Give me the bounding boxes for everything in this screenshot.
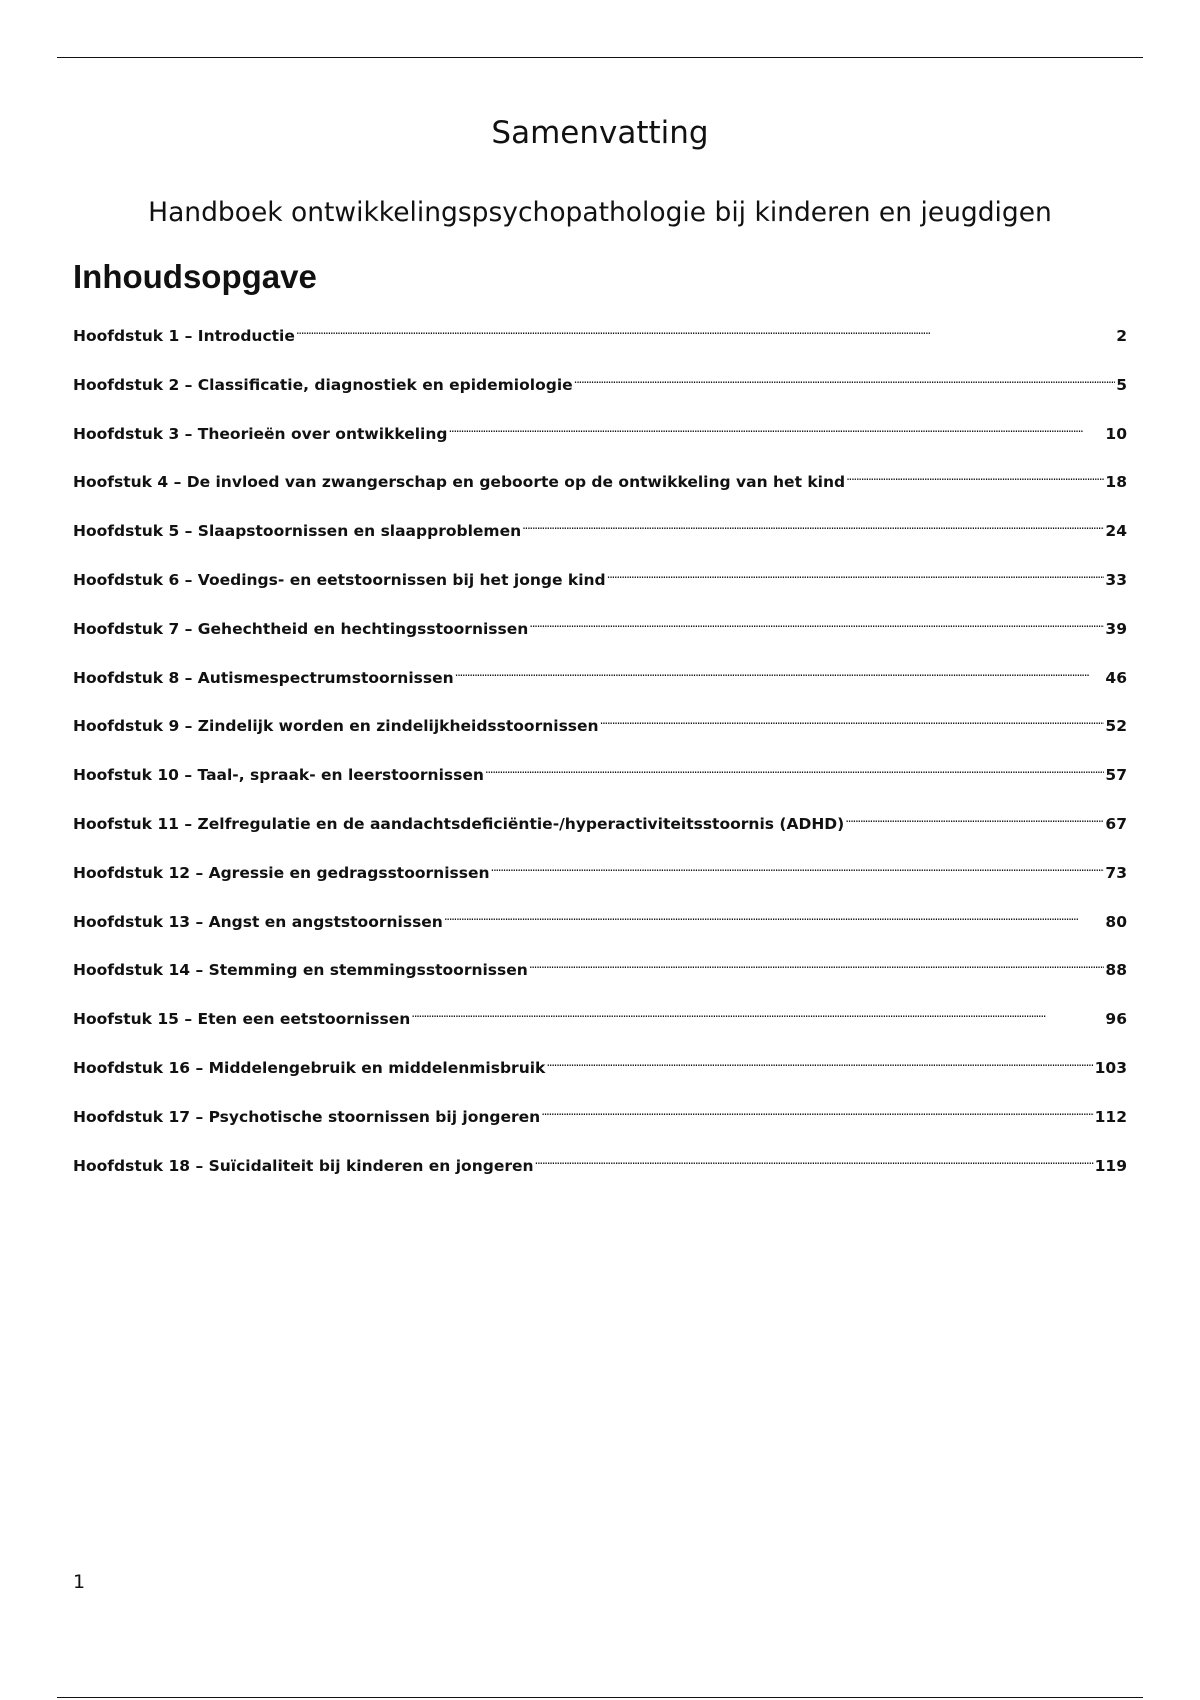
footer-rule: [57, 1697, 1143, 1698]
toc-entry[interactable]: [73, 368, 1127, 417]
toc-entry-label: Hoofdstuk 16 – Middelengebruik en middelenmisbruik: [73, 1058, 546, 1077]
toc-entry[interactable]: [73, 1051, 1127, 1100]
toc-entry[interactable]: [73, 953, 1127, 1002]
toc-leader-dots: [485, 758, 1105, 780]
page-number: 1: [73, 1571, 86, 1593]
toc-entry-label: Hoofdstuk 9 – Zindelijk worden en zindelijkheidsstoornissen: [73, 717, 599, 736]
toc-entry-label: Hoofdstuk 13 – Angst en angststoornissen: [73, 912, 443, 931]
toc-entry-page: 67: [1105, 814, 1127, 833]
toc-leader-dots: [529, 953, 1105, 975]
toc-entry-page: 10: [1105, 424, 1127, 443]
toc-leader-dots: [846, 465, 1104, 487]
toc-leader-dots: [574, 368, 1116, 390]
toc-entry[interactable]: [73, 905, 1127, 954]
toc-entry-page: 18: [1105, 473, 1127, 492]
toc-leader-dots: [449, 417, 1105, 439]
toc-entry-label: Hoofdstuk 1 – Introductie: [73, 327, 295, 345]
toc-leader-dots: [845, 807, 1104, 829]
header-rule: [57, 57, 1143, 58]
toc-entry[interactable]: [73, 465, 1127, 514]
toc-entry-page: 2: [1116, 327, 1127, 345]
toc-entry-label: Hoofdstuk 7 – Gehechtheid en hechtingsstoornissen: [73, 619, 529, 638]
toc-entry-label: Hoofdstuk 17 – Psychotische stoornissen bij jongeren: [73, 1107, 541, 1126]
document-title: Samenvatting: [491, 115, 709, 151]
toc-leader-dots: [607, 563, 1105, 585]
toc-entry[interactable]: [73, 758, 1127, 807]
toc-entry-page: 33: [1105, 570, 1127, 589]
toc-entry-label: Hoofstuk 11 – Zelfregulatie en de aandachtsdeficiëntie-/hyperactiviteitsstoornis (ADHD): [73, 814, 845, 833]
toc-entry[interactable]: [73, 807, 1127, 856]
toc-leader-dots: [600, 709, 1105, 731]
toc-entry-page: 5: [1116, 375, 1127, 394]
toc-entry[interactable]: [73, 856, 1127, 905]
toc-entry-page: 39: [1105, 619, 1127, 638]
toc-entry-page: 119: [1094, 1156, 1127, 1175]
toc-entry-label: Hoofstuk 4 – De invloed van zwangerschap en geboorte op de ontwikkeling van het kind: [73, 473, 846, 492]
toc-entry-label: Hoofdstuk 12 – Agressie en gedragsstoornissen: [73, 863, 490, 882]
toc-entry[interactable]: [73, 319, 1127, 368]
toc-entry[interactable]: [73, 417, 1127, 466]
toc-leader-dots: [411, 1002, 1104, 1024]
toc-entry[interactable]: [73, 563, 1127, 612]
toc-entry-label: Hoofdstuk 14 – Stemming en stemmingsstoornissen: [73, 961, 528, 980]
toc-entry-label: Hoofdstuk 18 – Suïcidaliteit bij kinderen en jongeren: [73, 1156, 534, 1175]
toc-leader-dots: [455, 661, 1105, 683]
toc-heading: Inhoudsopgave: [73, 258, 317, 295]
toc-leader-dots: [546, 1051, 1093, 1073]
toc-entry-page: 88: [1105, 961, 1127, 980]
toc-entry[interactable]: [73, 1002, 1127, 1051]
toc-entry-label: Hoofdstuk 3 – Theorieën over ontwikkeling: [73, 424, 448, 443]
toc-leader-dots: [444, 905, 1105, 927]
toc-entry-label: Hoofdstuk 5 – Slaapstoornissen en slaapproblemen: [73, 522, 522, 541]
toc-entry-label: Hoofdstuk 2 – Classificatie, diagnostiek en epidemiologie: [73, 375, 573, 394]
table-of-contents: [73, 319, 1127, 1197]
toc-entry-page: 112: [1094, 1107, 1127, 1126]
toc-entry-page: 80: [1105, 912, 1127, 931]
toc-entry-page: 73: [1105, 863, 1127, 882]
toc-entry[interactable]: [73, 514, 1127, 563]
toc-leader-dots: [541, 1100, 1093, 1122]
toc-entry-label: Hoofstuk 10 – Taal-, spraak- en leerstoornissen: [73, 766, 484, 785]
toc-leader-dots: [529, 612, 1104, 634]
toc-entry-page: 57: [1105, 766, 1127, 785]
toc-entry-page: 24: [1105, 522, 1127, 541]
toc-leader-dots: [535, 1149, 1094, 1171]
toc-leader-dots: [491, 856, 1105, 878]
toc-entry[interactable]: [73, 709, 1127, 758]
toc-entry[interactable]: [73, 612, 1127, 661]
toc-entry-page: 96: [1105, 1010, 1127, 1029]
toc-entry-label: Hoofstuk 15 – Eten een eetstoornissen: [73, 1010, 411, 1029]
toc-entry[interactable]: [73, 1149, 1127, 1198]
toc-entry[interactable]: [73, 661, 1127, 710]
toc-entry-label: Hoofdstuk 8 – Autismespectrumstoornissen: [73, 668, 454, 687]
document-subtitle: Handboek ontwikkelingspsychopathologie bij kinderen en jeugdigen: [148, 197, 1052, 228]
toc-leader-dots: [522, 514, 1104, 536]
toc-entry[interactable]: [73, 1100, 1127, 1149]
toc-entry-label: Hoofdstuk 6 – Voedings- en eetstoornissen bij het jonge kind: [73, 570, 606, 589]
toc-leader-dots: [296, 319, 1115, 341]
toc-entry-page: 46: [1105, 668, 1127, 687]
toc-entry-page: 103: [1094, 1058, 1127, 1077]
toc-entry-page: 52: [1105, 717, 1127, 736]
